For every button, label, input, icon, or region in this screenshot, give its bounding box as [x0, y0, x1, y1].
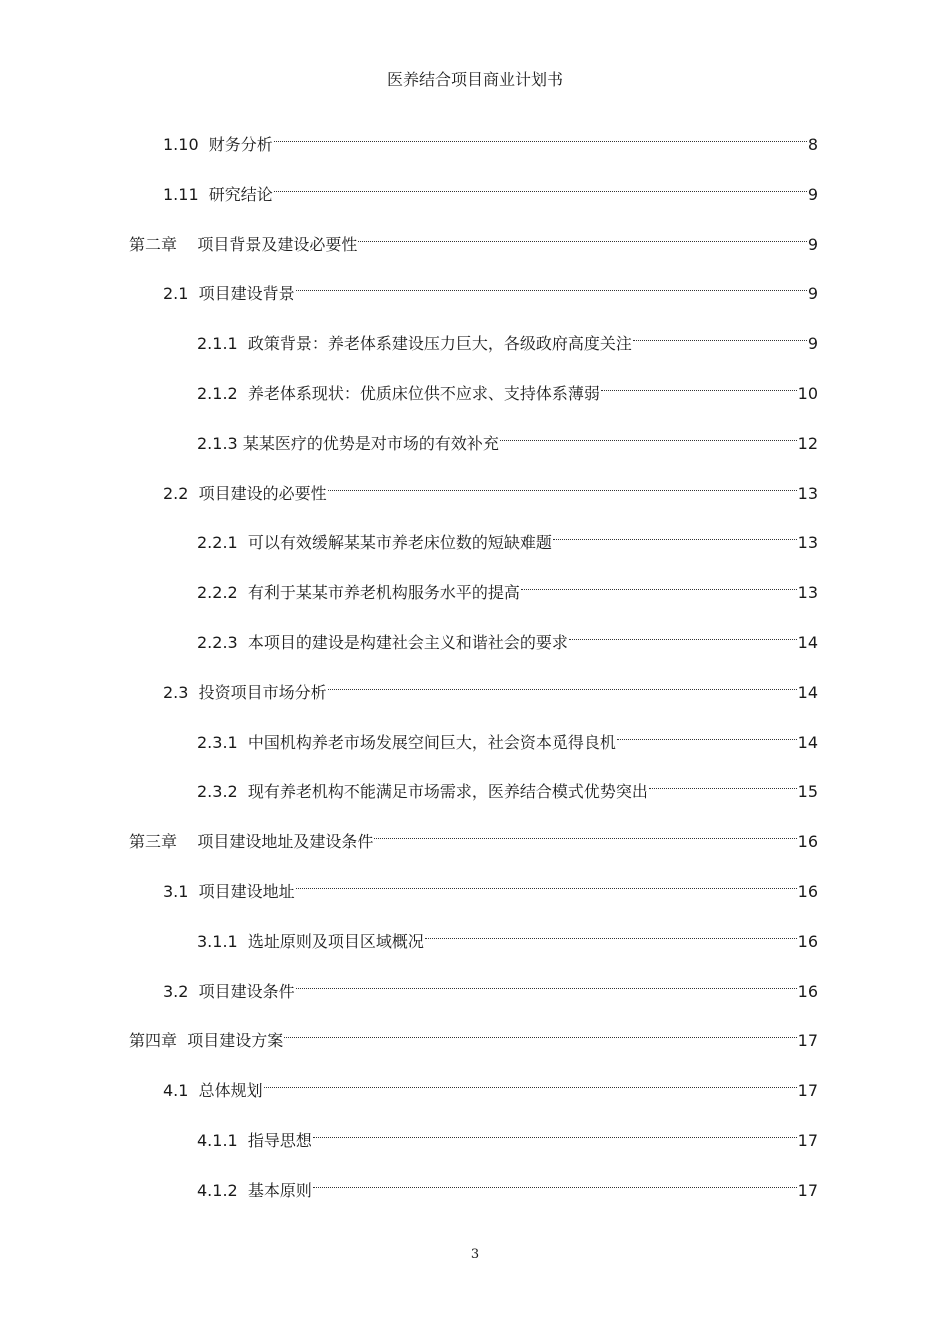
- toc-entry-separator: [238, 381, 248, 407]
- toc-entry-page: 9: [807, 284, 818, 303]
- toc-dot-leader: [633, 323, 807, 349]
- toc-dot-leader: [328, 672, 797, 698]
- toc-entry-number: 2.2: [163, 484, 189, 503]
- toc-dot-leader: [296, 273, 807, 299]
- toc-dot-leader: [569, 622, 797, 648]
- toc-entry[interactable]: [197, 323, 818, 353]
- toc-entry[interactable]: [163, 871, 818, 901]
- toc-entry-page: 14: [797, 733, 818, 752]
- toc-entry[interactable]: [163, 273, 818, 303]
- toc-entry-page: 13: [797, 484, 818, 503]
- toc-dot-leader: [296, 871, 797, 897]
- toc-entry-number: 2.1.3: [197, 434, 238, 453]
- toc-entry-number: 第三章: [129, 832, 178, 851]
- toc-entry-page: 16: [797, 932, 818, 951]
- toc-entry-title: 项目建设背景: [198, 284, 295, 303]
- toc-dot-leader: [328, 473, 797, 499]
- toc-entry-number: 第四章: [129, 1031, 178, 1050]
- toc-entry-page: 17: [797, 1131, 818, 1150]
- toc-dot-leader: [617, 722, 797, 748]
- toc-entry-separator: [188, 481, 198, 507]
- toc-entry[interactable]: [197, 722, 818, 752]
- toc-entry-page: 9: [807, 334, 818, 353]
- toc-entry[interactable]: [129, 224, 818, 254]
- toc-dot-leader: [274, 124, 807, 150]
- toc-entry-separator: [238, 730, 248, 756]
- toc-entry-separator: [188, 879, 198, 905]
- toc-entry-title: 财务分析: [208, 135, 273, 154]
- toc-entry-number: 2.3.1: [197, 733, 238, 752]
- toc-entry-number: 3.2: [163, 982, 189, 1001]
- toc-entry-separator: [199, 182, 209, 208]
- toc-entry-number: 1.11: [163, 185, 199, 204]
- toc-entry-number: 2.2.1: [197, 533, 238, 552]
- toc-entry-separator: [177, 1028, 187, 1054]
- toc-entry[interactable]: [129, 821, 818, 851]
- toc-dot-leader: [358, 224, 806, 250]
- toc-entry-title: 指导思想: [247, 1131, 312, 1150]
- toc-entry-page: 15: [797, 782, 818, 801]
- toc-entry[interactable]: [197, 1120, 818, 1150]
- toc-entry-title: 基本原则: [247, 1181, 312, 1200]
- toc-entry-page: 9: [807, 185, 818, 204]
- toc-dot-leader: [374, 821, 796, 847]
- toc-entry-page: 17: [797, 1031, 818, 1050]
- toc-entry[interactable]: [163, 124, 818, 154]
- toc-entry-page: 16: [797, 882, 818, 901]
- toc-entry-title: 项目背景及建设必要性: [197, 235, 358, 254]
- toc-entry-number: 3.1.1: [197, 932, 238, 951]
- page-number: 3: [470, 1247, 480, 1262]
- toc-entry-number: 2.2.2: [197, 583, 238, 602]
- toc-entry-title: 选址原则及项目区域概况: [247, 932, 424, 951]
- toc-entry-separator: [177, 232, 197, 258]
- toc-entry-page: 13: [797, 533, 818, 552]
- toc-entry[interactable]: [163, 473, 818, 503]
- toc-entry-number: 2.2.3: [197, 633, 238, 652]
- toc-entry-number: 1.10: [163, 135, 199, 154]
- toc-entry-title: 政策背景：养老体系建设压力巨大，各级政府高度关注: [247, 334, 632, 353]
- toc-entry-title: 研究结论: [208, 185, 273, 204]
- toc-entry-number: 2.3.2: [197, 782, 238, 801]
- toc-entry-page: 17: [797, 1081, 818, 1100]
- toc-entry-separator: [199, 132, 209, 158]
- toc-entry-number: 4.1: [163, 1081, 189, 1100]
- toc-dot-leader: [521, 572, 797, 598]
- toc-entry-number: 4.1.1: [197, 1131, 238, 1150]
- toc-entry[interactable]: [197, 373, 818, 403]
- toc-entry-title: 项目建设方案: [187, 1031, 284, 1050]
- toc-entry-separator: [188, 1078, 198, 1104]
- toc-dot-leader: [649, 771, 797, 797]
- toc-entry-separator: [238, 929, 248, 955]
- toc-entry-title: 有利于某某市养老机构服务水平的提高: [247, 583, 520, 602]
- toc-entry-number: 第二章: [129, 235, 178, 254]
- toc-entry-separator: [238, 630, 248, 656]
- toc-dot-leader: [500, 423, 797, 449]
- toc-entry-title: 项目建设的必要性: [198, 484, 327, 503]
- toc-entry-separator: [238, 530, 248, 556]
- toc-entry-number: 4.1.2: [197, 1181, 238, 1200]
- toc-entry-title: 养老体系现状：优质床位供不应求、支持体系薄弱: [247, 384, 600, 403]
- toc-entry-page: 14: [797, 633, 818, 652]
- toc-entry-page: 16: [797, 982, 818, 1001]
- toc-entry-separator: [188, 680, 198, 706]
- toc-entry[interactable]: [163, 1070, 818, 1100]
- toc-entry-separator: [238, 1178, 248, 1204]
- toc-entry-separator: [238, 1128, 248, 1154]
- toc-entry-number: 2.3: [163, 683, 189, 702]
- toc-entry-number: 2.1.1: [197, 334, 238, 353]
- toc-entry[interactable]: [163, 672, 818, 702]
- toc-entry-title: 可以有效缓解某某市养老床位数的短缺难题: [247, 533, 552, 552]
- toc-entry-title: 项目建设条件: [198, 982, 295, 1001]
- toc-entry-page: 13: [797, 583, 818, 602]
- toc-entry-separator: [177, 829, 197, 855]
- toc-entry-page: 14: [797, 683, 818, 702]
- toc-dot-leader: [264, 1070, 797, 1096]
- toc-entry-number: 2.1.2: [197, 384, 238, 403]
- toc-entry[interactable]: [129, 1020, 818, 1050]
- toc-entry-page: 16: [797, 832, 818, 851]
- toc-entry[interactable]: [197, 921, 818, 951]
- toc-entry[interactable]: [197, 1170, 818, 1200]
- toc-entry-title: 某某医疗的优势是对市场的有效补充: [242, 434, 499, 453]
- toc-entry-title: 项目建设地址及建设条件: [197, 832, 374, 851]
- toc-dot-leader: [601, 373, 797, 399]
- toc-entry-number: 2.1: [163, 284, 189, 303]
- toc-dot-leader: [313, 1120, 797, 1146]
- toc-entry-page: 17: [797, 1181, 818, 1200]
- toc-entry-page: 12: [797, 434, 818, 453]
- toc-entry[interactable]: [197, 522, 818, 552]
- toc-dot-leader: [274, 174, 807, 200]
- toc-entry-page: 10: [797, 384, 818, 403]
- toc-entry-page: 9: [807, 235, 818, 254]
- toc-entry[interactable]: [197, 771, 818, 801]
- toc-dot-leader: [313, 1170, 797, 1196]
- toc-entry-title: 现有养老机构不能满足市场需求，医养结合模式优势突出: [247, 782, 648, 801]
- toc-dot-leader: [425, 921, 797, 947]
- toc-dot-leader: [553, 522, 797, 548]
- toc-entry-separator: [188, 979, 198, 1005]
- toc-entry[interactable]: [197, 572, 818, 602]
- toc-entry[interactable]: [163, 971, 818, 1001]
- toc-entry-title: 本项目的建设是构建社会主义和谐社会的要求: [247, 633, 568, 652]
- toc-entry-number: 3.1: [163, 882, 189, 901]
- toc-entry[interactable]: [197, 423, 818, 453]
- toc-entry-title: 项目建设地址: [198, 882, 295, 901]
- toc-entry-title: 总体规划: [198, 1081, 263, 1100]
- toc-entry-separator: [238, 331, 248, 357]
- toc-entry[interactable]: [197, 622, 818, 652]
- toc-entry-separator: [238, 580, 248, 606]
- toc-dot-leader: [296, 971, 797, 997]
- toc-entry[interactable]: [163, 174, 818, 204]
- toc-dot-leader: [284, 1020, 796, 1046]
- page-header-title: 医养结合项目商业计划书: [386, 70, 563, 89]
- toc-entry-separator: [238, 779, 248, 805]
- toc-entry-title: 投资项目市场分析: [198, 683, 327, 702]
- toc-entry-title: 中国机构养老市场发展空间巨大，社会资本觅得良机: [247, 733, 616, 752]
- toc-entry-separator: [188, 281, 198, 307]
- toc-entry-page: 8: [807, 135, 818, 154]
